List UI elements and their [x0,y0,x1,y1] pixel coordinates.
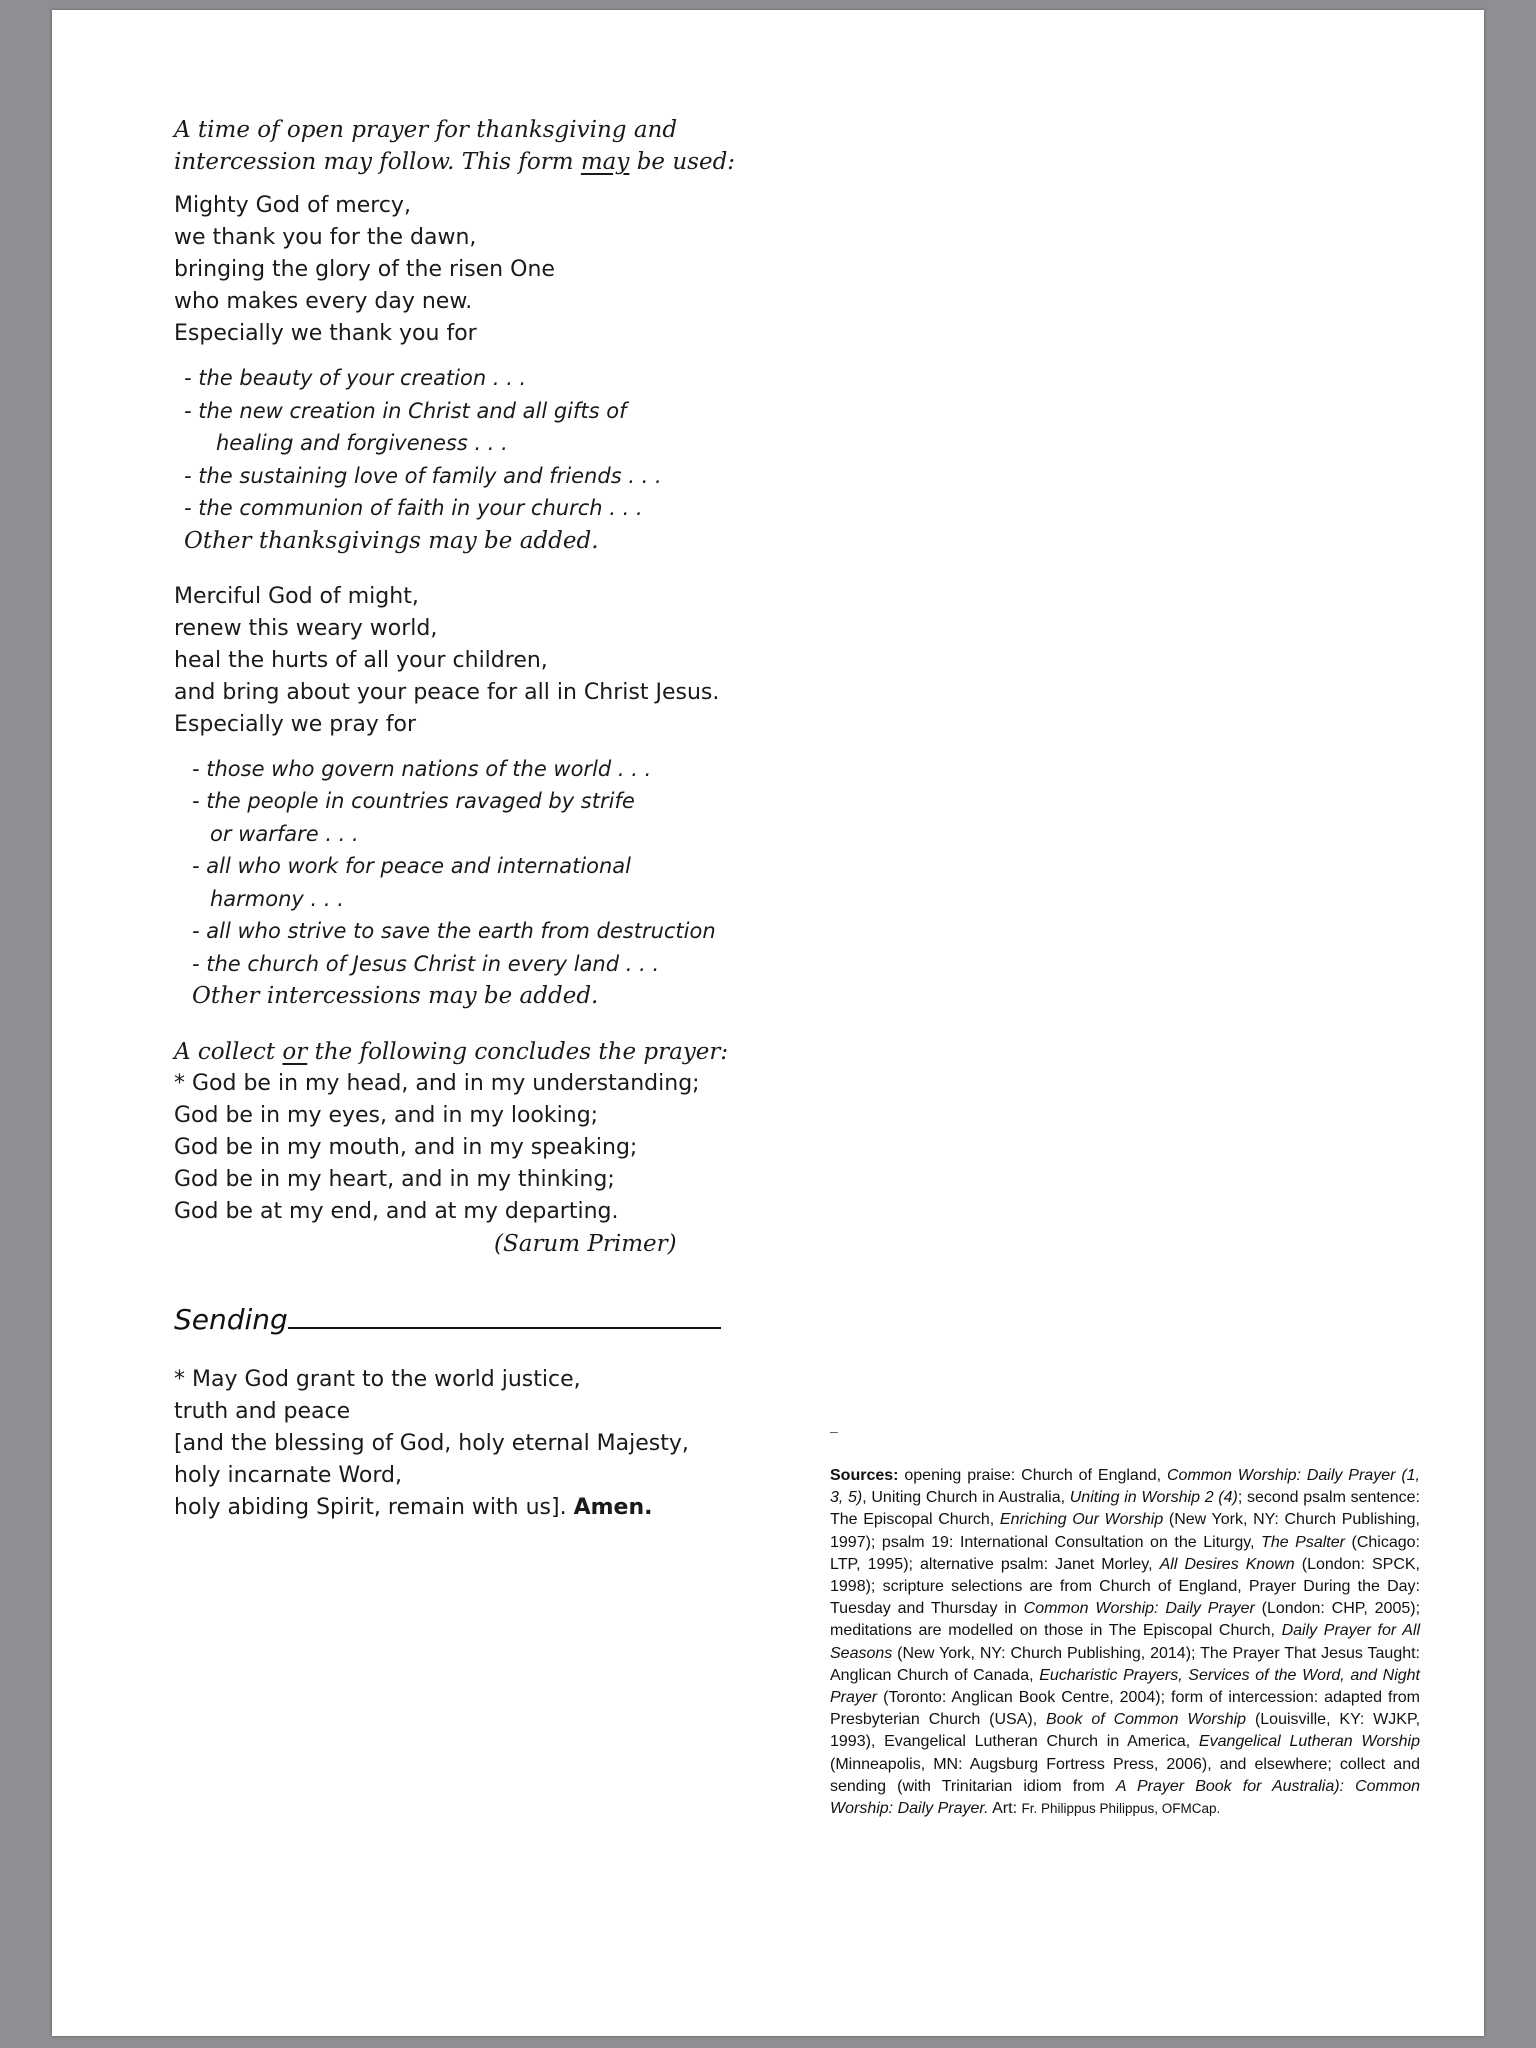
separator-dash: – [830,1423,838,1439]
intercession-item: - all who strive to save the earth from destruction [192,919,716,943]
sources-text: (New York, NY: Church Publishing, 2014); The Prayer That Jesus Taught: Anglican Church of Canada, [830,1644,1420,1684]
thanksgiving-prayer [174,190,774,350]
intercession-items [174,753,774,981]
sources-title: Common Worship: Daily Prayer [1023,1600,1255,1618]
intercession-line: renew this weary world, [174,615,438,641]
sending-line: holy incarnate Word, [174,1463,402,1488]
sources-text: (Louisville, KY: WJKP, 1993), Evangelical Lutheran Church in America, [830,1711,1421,1751]
thanks-line: bringing the glory of the risen One [174,257,555,282]
thanks-line: Especially we thank you for [174,321,477,346]
intercession-item-continued: or warfare . . . [210,821,359,846]
sending-line: truth and peace [174,1399,351,1424]
collect-rubric-underlined: or [282,1039,308,1065]
collect-citation: (Sarum Primer) [494,1231,677,1257]
sources-text: (Toronto: Anglican Book Centre, 2004); form of intercession: adapted from Presbyterian Church (USA), [830,1689,1420,1729]
thanks-line: who makes every day new. [174,289,473,314]
sources-title: Evangelical Lutheran Worship [1198,1733,1420,1751]
sending-final-text: holy abiding Spirit, remain with us]. [174,1495,574,1520]
intercession-item: - the people in countries ravaged by strife [192,789,635,813]
intercession-line: and bring about your peace for all in Christ Jesus. [174,679,720,705]
intercession-prayer [174,581,774,741]
collect-line: God be in my mouth, and in my speaking; [174,1135,638,1160]
collect-line: God be in my heart, and in my thinking; [174,1167,615,1192]
amen-response: Amen. [573,1495,653,1520]
sending-prayer [174,1364,774,1524]
sources-title: Book of Common Worship [1046,1711,1247,1729]
intercession-line: Especially we pray for [174,711,417,737]
intro-rubric [174,114,774,178]
heading-rule [288,1326,721,1329]
sending-heading [174,1300,774,1340]
sources-note [830,1465,1420,1820]
sending-line: [and the blessing of God, holy eternal Majesty, [174,1431,689,1456]
intro-line-2 [174,146,774,178]
sources-text: , Uniting Church in Australia, [862,1489,1070,1507]
sending-line: * May God grant to the world justice, [174,1367,581,1392]
thanks-rubric: Other thanksgivings may be added. [184,527,599,554]
sources-text: (London: CHP, 2005); meditations are modelled on those in The Episcopal Church, [830,1600,1421,1640]
thanks-item-continued: healing and forgiveness . . . [216,431,508,455]
thanksgiving-items [174,362,774,525]
art-credit: Fr. Philippus Philippus, OFMCap. [1021,1801,1221,1817]
sources-label: Sources: [830,1467,899,1484]
collect-line: * God be in my head, and in my understanding; [174,1071,700,1096]
sending-heading-text: Sending [174,1303,288,1336]
sources-title: The Psalter [1261,1533,1345,1551]
thanks-item: - the sustaining love of family and friends . . . [184,463,662,488]
prayer-column [174,114,774,1524]
collect-line: God be in my eyes, and in my looking; [174,1103,599,1128]
document-page [52,10,1484,2036]
collect-rubric [174,1036,774,1068]
collect-rubric-text: A collect [174,1039,283,1065]
sources-title: All Desires Known [1159,1555,1295,1573]
collect-prayer [174,1068,774,1228]
sources-text: (Chicago: LTP, 1995); alternative psalm: Janet Morley, [830,1533,1420,1573]
intro-line-2-end: be used: [629,149,736,175]
sources-title: Common Worship: Daily Prayer (1, 3, 5) [830,1467,1421,1507]
sources-title: Daily Prayer for All Seasons [830,1622,1420,1662]
intercession-item: - all who work for peace and international [192,854,632,878]
intercession-item: - those who govern nations of the world . . . [192,756,652,781]
sources-title: Eucharistic Prayers, Services of the Word, and Night Prayer [830,1666,1421,1707]
sources-text: ; second psalm sentence: The Episcopal Church, [830,1489,1420,1529]
sources-text: (London: SPCK, 1998); scripture selections are from Church of England, Prayer During the Day: Tuesday and Thursday in [830,1555,1420,1618]
sources-title: Uniting in Worship 2 (4) [1069,1489,1238,1507]
intercession-line: heal the hurts of all your children, [174,647,548,673]
sources-text: Art: [988,1800,1022,1818]
thanks-item: - the new creation in Christ and all gifts of [184,398,627,423]
thanks-item: - the beauty of your creation . . . [184,366,527,390]
intro-line-2-underlined: may [580,149,630,175]
intercession-item: - the church of Jesus Christ in every land . . . [192,951,660,976]
collect-line: God be at my end, and at my departing. [174,1199,619,1224]
collect-rubric-end: the following concludes the prayer: [307,1039,729,1065]
thanks-line: we thank you for the dawn, [174,225,477,250]
intro-line-1: A time of open prayer for thanksgiving and [174,117,678,143]
intro-line-2-text: intercession may follow. This form [174,149,581,175]
sources-text: (Minneapolis, MN: Augsburg Fortress Press, 2006), and elsewhere; collect and sending (with Trinitarian idiom from [830,1755,1420,1795]
intercession-rubric: Other intercessions may be added. [192,983,599,1009]
intercession-line: Merciful God of might, [174,583,419,609]
sources-title: A Prayer Book for Australia): Common Worship: Daily Prayer. [830,1777,1420,1818]
sources-text: opening praise: Church of England, [898,1467,1167,1484]
thanks-line: Mighty God of mercy, [174,193,411,218]
intercession-item-continued: harmony . . . [210,886,344,911]
thanks-item: - the communion of faith in your church . . . [184,496,643,520]
sources-title: Enriching Our Worship [999,1511,1164,1529]
sending-line-final [174,1492,774,1524]
sources-text: (New York, NY: Church Publishing, 1997); psalm 19: International Consultation on the Liturgy, [830,1511,1420,1551]
